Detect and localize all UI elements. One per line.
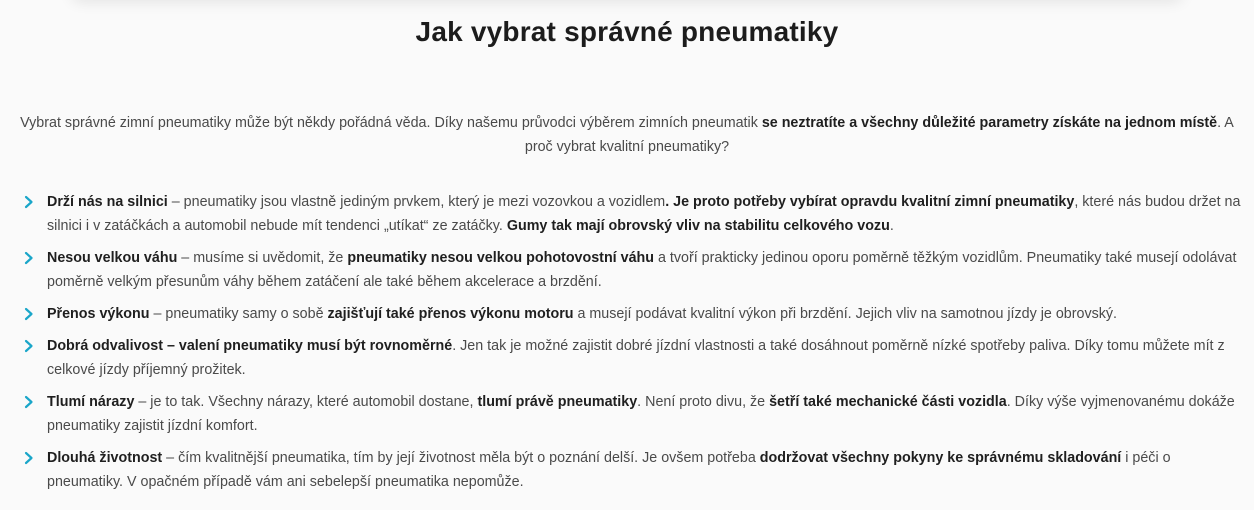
- list-item-text: – musíme si uvědomit, že: [177, 250, 348, 266]
- intro-text: Vybrat správné zimní pneumatiky může být někdy pořádná věda. Díky našemu průvodci výběrem zimních pneumatik: [20, 115, 762, 131]
- list-item: [22, 190, 1242, 238]
- benefit-list: [22, 190, 1242, 502]
- list-item-emphasis: šetří také mechanické části vozidla: [769, 394, 1007, 410]
- list-item: [22, 390, 1242, 438]
- chevron-right-icon: [22, 195, 36, 209]
- chevron-right-icon: [22, 339, 36, 353]
- list-item-emphasis: dodržovat všechny pokyny ke správnému skladování: [759, 450, 1122, 466]
- list-item: [22, 246, 1242, 294]
- chevron-right-icon: [22, 395, 36, 409]
- list-item-heading: Drží nás na silnici: [47, 194, 168, 210]
- list-item-text: – pneumatiky jsou vlastně jediným prvkem, který je mezi vozovkou a vozidlem: [167, 194, 666, 210]
- page-title: Jak vybrat správné pneumatiky: [415, 16, 839, 47]
- list-item-text: a musejí podávat kvalitní výkon při brzdění. Jejich vliv na samotnou jízdy je obrovský.: [573, 306, 1118, 322]
- list-item-text: i péči o pneumatiky. V opačném případě vám ani sebelepší pneumatika nepomůže.: [47, 450, 1171, 490]
- list-item: [22, 334, 1242, 382]
- list-item-text: a tvoří prakticky jedinou oporu poměrně těžkým vozidlům. Pneumatiky také musejí odolávat poměrně velkým přesunům váhy během zatáčení ale také během akcelerace a brzdění.: [47, 250, 1237, 290]
- list-item-emphasis: – valení pneumatiky musí být rovnoměrné: [163, 338, 453, 354]
- list-item-emphasis: . Je proto potřeby vybírat opravdu kvalitní zimní pneumatiky: [665, 194, 1075, 210]
- list-item-text: .: [889, 218, 894, 234]
- list-item-emphasis: Gumy tak mají obrovský vliv na stabilitu celkového vozu: [506, 218, 890, 234]
- list-item-heading: Dobrá odvalivost: [47, 338, 163, 354]
- list-item-text: . Není proto divu, že: [637, 394, 770, 410]
- list-item-emphasis: zajišťují také přenos výkonu motoru: [327, 306, 574, 322]
- chevron-right-icon: [22, 307, 36, 321]
- list-item: [22, 446, 1242, 494]
- list-item-heading: Dlouhá životnost: [47, 450, 163, 466]
- list-item-text: – je to tak. Všechny nárazy, které automobil dostane,: [134, 394, 478, 410]
- list-item-heading: Přenos výkonu: [47, 306, 150, 322]
- chevron-right-icon: [22, 251, 36, 265]
- list-item: [22, 302, 1242, 326]
- list-item-text: . Jen tak je možné zajistit dobré jízdní vlastnosti a také dosáhnout poměrně nízké spotřeby paliva. Díky tomu můžete mít z celkové jízdy příjemný prožitek.: [47, 338, 1225, 378]
- list-item-text: , které nás budou držet na silnici i v zatáčkách a automobil nebude mít tendenci „utíkat“ ze zatáčky.: [47, 194, 1241, 234]
- intro-text-end: . A proč vybrat kvalitní pneumatiky?: [524, 115, 1234, 155]
- list-item-heading: Nesou velkou váhu: [47, 250, 178, 266]
- list-item-text: – pneumatiky samy o sobě: [149, 306, 328, 322]
- intro-paragraph: [20, 111, 1234, 159]
- chevron-right-icon: [22, 451, 36, 465]
- list-item-heading: Tlumí nárazy: [47, 394, 135, 410]
- list-item-text: . Díky výše vyjmenovanému dokáže pneumatiky zajistit jízdní komfort.: [47, 394, 1235, 434]
- intro-bold: se neztratíte a všechny důležité parametry získáte na jednom místě: [761, 115, 1218, 131]
- list-item-text: – čím kvalitnější pneumatika, tím by její životnost měla být o poznání delší. Je ovšem potřeba: [162, 450, 760, 466]
- list-item-emphasis: tlumí právě pneumatiky: [477, 394, 638, 410]
- list-item-emphasis: pneumatiky nesou velkou pohotovostní váhu: [347, 250, 654, 266]
